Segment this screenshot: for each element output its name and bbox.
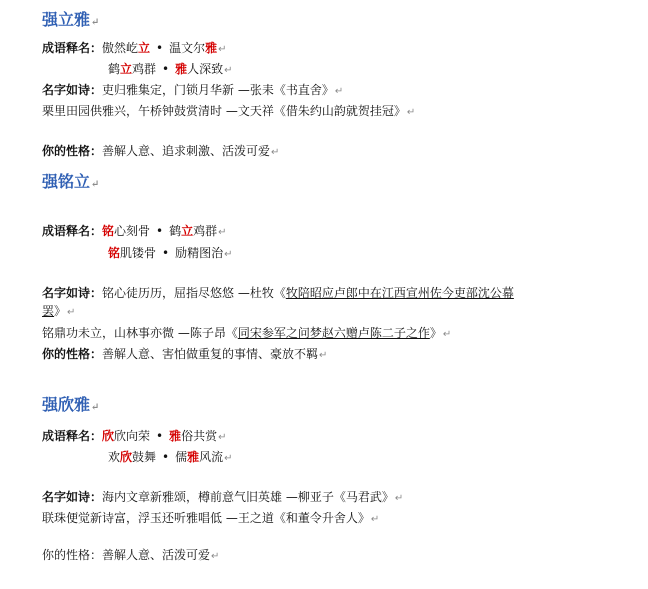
poem-line — [42, 510, 379, 528]
idiom-text: 儒 — [175, 450, 188, 464]
idiom-highlight: 欣 — [102, 429, 115, 443]
poem-title: 牧陪昭应卢郎中在江西宣州佐今吏部沈公幕 — [285, 286, 514, 300]
poem-label: 名字如诗： — [42, 83, 103, 97]
line-break-mark-icon: ↵ — [319, 350, 328, 361]
paragraph-mark-icon: ↵ — [271, 147, 280, 158]
personality-text: 善解人意、害怕做重复的事情、豪放不羁 — [102, 347, 319, 361]
separator-dot: • — [162, 62, 170, 76]
idiom-text: 心刻骨 — [114, 224, 151, 238]
poem-line — [42, 285, 514, 301]
idiom-highlight: 立 — [181, 224, 194, 238]
idiom-highlight: 欣 — [120, 450, 133, 464]
idiom-text: 鼓舞 — [132, 450, 157, 464]
personality-label: 你的性格： — [42, 144, 103, 158]
line-break-mark-icon: ↵ — [91, 179, 100, 190]
idiom-label: 成语释名： — [42, 41, 103, 55]
poem-text: 铭鼎功未立，山林事亦微 —陈子昂《 — [42, 326, 238, 340]
idiom-line — [42, 428, 227, 446]
line-break-mark-icon: ↵ — [211, 551, 220, 562]
name-text: 强立雅 — [42, 10, 91, 29]
personality-label: 你的性格： — [42, 347, 103, 361]
paragraph-mark-icon: ↵ — [91, 17, 100, 28]
personality-text: 善解人意、追求刺激、活泼可爱 — [102, 144, 271, 158]
personality-label: 你的性格： — [42, 548, 103, 562]
separator-dot: • — [162, 246, 170, 260]
idiom-line — [42, 40, 227, 58]
line-break-mark-icon: ↵ — [224, 249, 233, 260]
idiom-text: 人深致 — [187, 62, 224, 76]
paragraph-mark-icon: ↵ — [218, 44, 227, 55]
idiom-text: 鸡群 — [193, 224, 218, 238]
poem-text: 栗里田园供雅兴，午桥钟鼓赏清时 —文天祥《借朱约山韵就贺挂冠》 — [42, 104, 406, 118]
name-heading-2 — [42, 172, 99, 195]
separator-dot: • — [156, 224, 164, 238]
idiom-text: 励精图治 — [175, 246, 224, 260]
idiom-highlight: 铭 — [108, 246, 121, 260]
idiom-text: 俗共赏 — [181, 429, 218, 443]
poem-text: 海内文章新雅颂，樽前意气旧英雄 —柳亚子《马君武》 — [102, 490, 394, 504]
idiom-highlight: 雅 — [169, 429, 182, 443]
separator-dot: • — [162, 450, 170, 464]
poem-line — [42, 103, 415, 121]
idiom-text: 鹤 — [169, 224, 182, 238]
idiom-text: 温文尔 — [169, 41, 206, 55]
personality-line — [42, 143, 279, 161]
poem-line — [42, 325, 451, 343]
idiom-label: 成语释名： — [42, 224, 103, 238]
idiom-text: 鸡群 — [132, 62, 157, 76]
poem-text: 》 — [54, 304, 67, 318]
poem-text: 》 — [429, 326, 442, 340]
paragraph-mark-icon: ↵ — [91, 402, 100, 413]
idiom-line — [108, 245, 233, 263]
poem-text: 联珠便觉新诗富，浮玉还听雅唱低 —王之道《和董令升舍人》 — [42, 511, 370, 525]
idiom-text: 鹤 — [108, 62, 121, 76]
name-text: 强铭立 — [42, 172, 91, 191]
idiom-highlight: 雅 — [205, 41, 218, 55]
personality-line — [42, 346, 327, 364]
poem-line-continued — [42, 303, 75, 321]
paragraph-mark-icon: ↵ — [67, 307, 76, 318]
idiom-text: 欢 — [108, 450, 121, 464]
paragraph-mark-icon: ↵ — [442, 329, 452, 340]
separator-dot: • — [156, 429, 164, 443]
poem-line — [42, 82, 343, 100]
line-break-mark-icon: ↵ — [224, 65, 233, 76]
personality-text: 善解人意、活泼可爱 — [102, 548, 211, 562]
idiom-highlight: 雅 — [175, 62, 188, 76]
idiom-label: 成语释名： — [42, 429, 103, 443]
idiom-text: 欣向荣 — [114, 429, 151, 443]
idiom-highlight: 雅 — [187, 450, 200, 464]
idiom-highlight: 铭 — [102, 224, 115, 238]
paragraph-mark-icon: ↵ — [218, 227, 227, 238]
name-heading-3 — [42, 395, 99, 418]
personality-line — [42, 547, 219, 565]
line-break-mark-icon: ↵ — [370, 514, 380, 525]
poem-label: 名字如诗： — [42, 490, 103, 504]
idiom-line — [108, 61, 233, 79]
idiom-line — [108, 449, 233, 467]
line-break-mark-icon: ↵ — [224, 453, 233, 464]
paragraph-mark-icon: ↵ — [218, 432, 227, 443]
poem-text: 吏归雅集定，门锁月华新 —张耒《书直舍》 — [102, 83, 334, 97]
poem-text: 铭心徒历历，屈指尽悠悠 —杜牧《 — [102, 286, 286, 300]
poem-label: 名字如诗： — [42, 286, 103, 300]
paragraph-mark-icon: ↵ — [334, 86, 344, 97]
idiom-highlight: 立 — [138, 41, 151, 55]
name-heading-1 — [42, 10, 99, 33]
idiom-text: 傲然屹 — [102, 41, 139, 55]
idiom-highlight: 立 — [120, 62, 133, 76]
line-break-mark-icon: ↵ — [406, 107, 416, 118]
idiom-text: 风流 — [199, 450, 224, 464]
poem-line — [42, 489, 403, 507]
paragraph-mark-icon: ↵ — [394, 493, 404, 504]
idiom-text: 肌镂骨 — [120, 246, 157, 260]
name-text: 强欣雅 — [42, 395, 91, 414]
separator-dot: • — [156, 41, 164, 55]
idiom-line — [42, 223, 227, 241]
poem-title: 同宋参军之问梦赵六赠卢陈二子之作 — [237, 326, 430, 340]
poem-title: 罢 — [42, 304, 55, 318]
